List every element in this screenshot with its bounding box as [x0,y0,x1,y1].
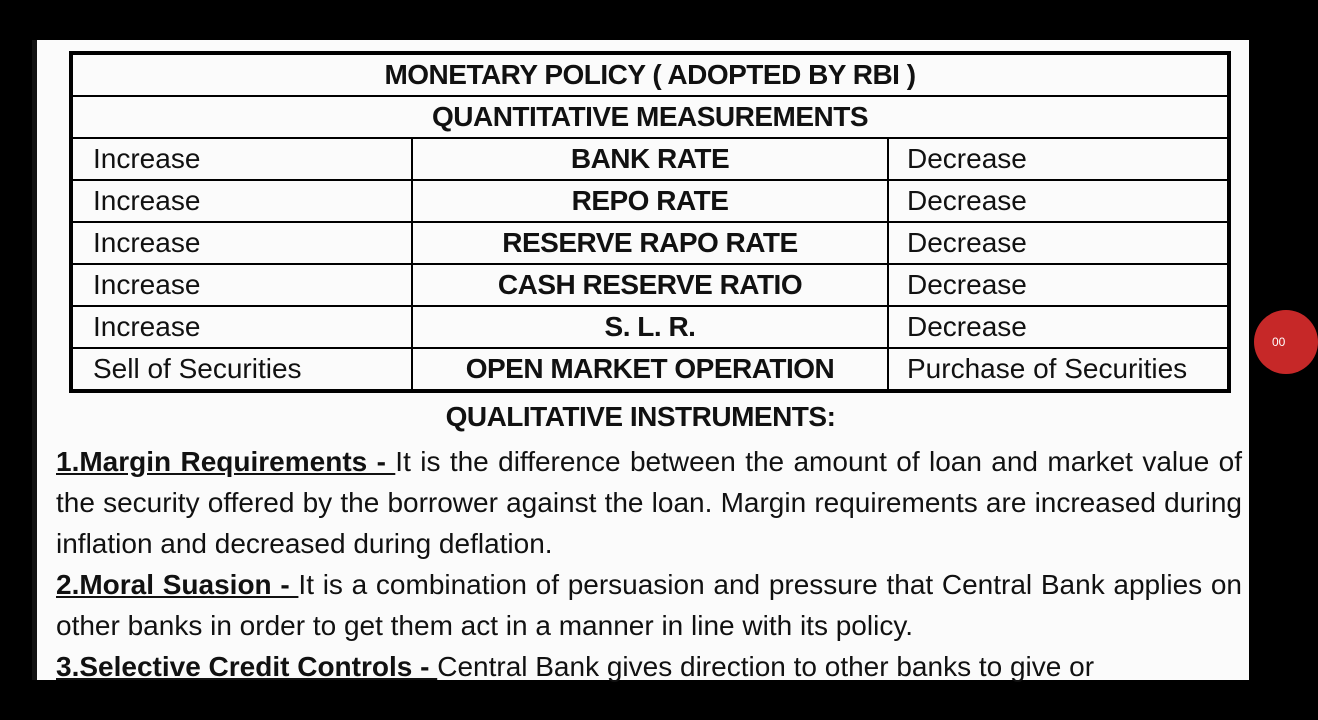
item-title: 3.Selective Credit Controls - [56,651,438,682]
table-subtitle: QUANTITATIVE MEASUREMENTS [71,96,1229,138]
item-text: Central Bank gives direction to other banks to give or [437,651,1095,682]
row-right-cell: Purchase of Securities [888,348,1229,391]
row-instrument-cell: BANK RATE [412,138,888,180]
row-right-cell: Decrease [888,180,1229,222]
row-right-cell: Decrease [888,222,1229,264]
table-row [71,180,1229,222]
overlay-badge[interactable]: 00 [1254,310,1318,374]
row-left-cell: Increase [71,138,412,180]
paragraph-margin-requirements [56,441,1242,564]
table-row [71,222,1229,264]
paragraph-selective-credit-controls [56,646,1242,687]
row-left-cell: Increase [71,306,412,348]
table-title: MONETARY POLICY ( ADOPTED BY RBI ) [71,53,1229,96]
table-row [71,138,1229,180]
row-instrument-cell: S. L. R. [412,306,888,348]
row-left-cell: Sell of Securities [71,348,412,391]
row-right-cell: Decrease [888,264,1229,306]
row-left-cell: Increase [71,222,412,264]
row-right-cell: Decrease [888,138,1229,180]
item-title: 2.Moral Suasion - [56,569,299,600]
row-instrument-cell: RESERVE RAPO RATE [412,222,888,264]
table-row [71,264,1229,306]
item-text: It is the difference between the amount of loan and market value of the security offered by the borrower against the loan. Margin requirements are increased during inflation and decreased during deflation. [56,446,1242,559]
table-row [71,306,1229,348]
item-text: It is a combination of persuasion and pressure that Central Bank applies on other banks in order to get them act in a manner in line with its policy. [56,569,1242,641]
page-left-edge [32,40,37,680]
row-instrument-cell: CASH RESERVE RATIO [412,264,888,306]
table-row [71,348,1229,391]
monetary-policy-table [69,51,1231,393]
qualitative-heading: QUALITATIVE INSTRUMENTS: [445,401,836,432]
row-left-cell: Increase [71,180,412,222]
item-title: 1.Margin Requirements - [56,446,396,477]
paragraph-moral-suasion [56,564,1242,646]
row-instrument-cell: OPEN MARKET OPERATION [412,348,888,391]
row-instrument-cell: REPO RATE [412,180,888,222]
document-page [32,40,1249,680]
row-right-cell: Decrease [888,306,1229,348]
row-left-cell: Increase [71,264,412,306]
